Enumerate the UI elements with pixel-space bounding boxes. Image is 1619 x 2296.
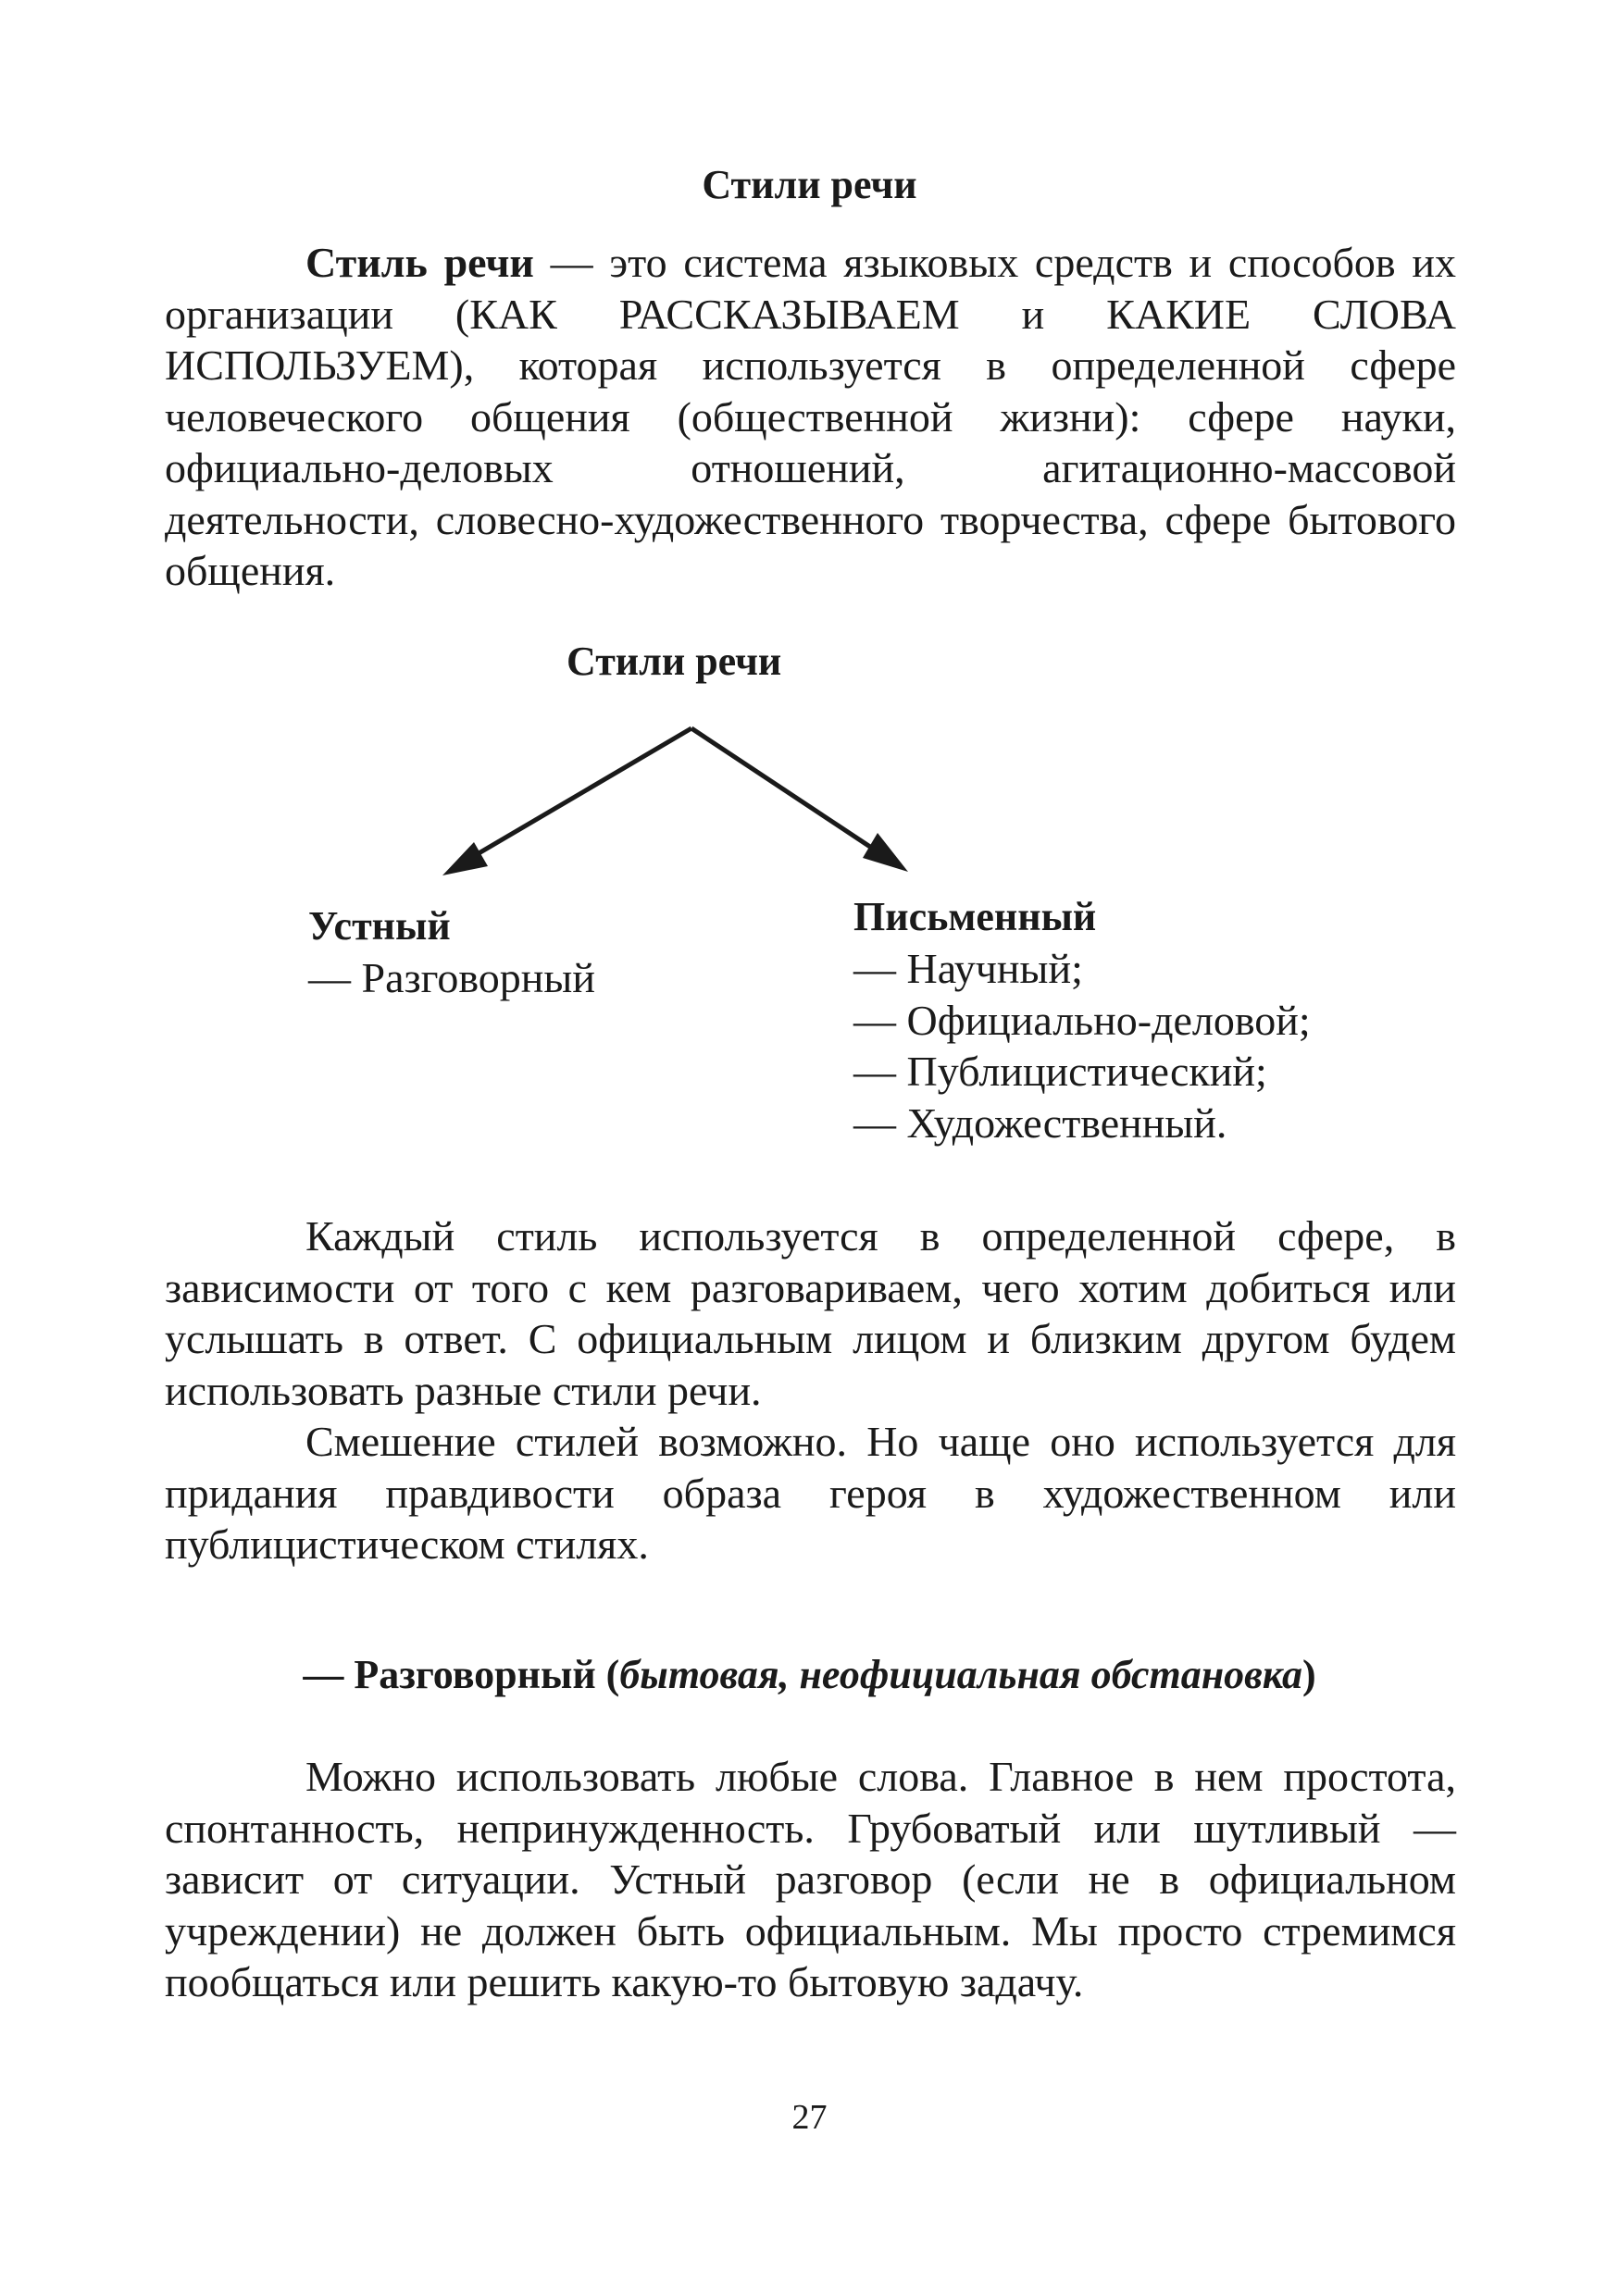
branch-heading-oral: Устный — [308, 903, 451, 949]
mixing-paragraph — [165, 1416, 1456, 1570]
branch-item: — Публицистический; — [853, 1048, 1267, 1095]
intro-paragraph — [165, 237, 1456, 597]
section-heading-italic: бытовая, неофициальная обстановка — [619, 1652, 1302, 1697]
arrowhead-oral — [442, 842, 488, 875]
usage-text: Каждый стиль используется в определенной сфере, в зависимости от того с кем разговариваем, чего хотим добиться или услышать в ответ. С официальным лицом и близким другом будем использовать разные стили речи. — [165, 1212, 1456, 1414]
usage-paragraph — [165, 1210, 1456, 1416]
branch-item: — Разговорный — [308, 954, 595, 1001]
branch-list-written — [853, 943, 1311, 1148]
branch-list-oral — [308, 952, 595, 1004]
colloquial-paragraph — [165, 1751, 1456, 2008]
intro-term: Стиль речи — [305, 239, 534, 286]
branch-item: — Художественный. — [853, 1098, 1227, 1147]
diagram-branch-written — [853, 891, 1311, 1148]
diagram-branch-oral — [308, 900, 595, 1004]
colloquial-section-heading — [0, 1647, 1619, 1703]
branch-item: — Официально-деловой; — [853, 996, 1311, 1044]
mixing-text: Смешение стилей возможно. Но чаще оно используется для придания правдивости образа героя в художественном или публицистическом стилях. — [165, 1418, 1456, 1568]
arrowhead-written — [863, 833, 908, 872]
colloquial-text: Можно использовать любые слова. Главное в нем простота, спонтанность, непринужденность. Грубоватый или шутливый — зависит от ситуации. Устный разговор (если не в официальном учреждении) не должен быть официальным. Мы просто стремимся пообщаться или решить какую-то бытовую задачу. — [165, 1753, 1456, 2005]
intro-definition: — это система языковых средств и способов их организации (КАК РАССКАЗЫВАЕМ и КАКИЕ СЛОВА ИСПОЛЬЗУЕМ), которая используется в определенной сфере человеческого общения (общественной жизни): сфере науки, официально-деловых отношений, агитационно-массовой деятельности, словесно-художественного творчества, сфере бытового общения. — [165, 239, 1457, 594]
branch-item: — Научный; — [853, 945, 1083, 992]
section-heading-prefix: — Разговорный ( — [303, 1652, 620, 1697]
branch-heading-written: Письменный — [853, 894, 1097, 939]
page-number: 27 — [791, 2098, 828, 2137]
arrow-to-oral — [469, 728, 691, 859]
page-title: Стили речи — [702, 162, 917, 207]
section-heading-suffix: ) — [1302, 1652, 1316, 1697]
arrow-to-written — [691, 728, 876, 850]
diagram-root-label: Стили речи — [567, 639, 782, 684]
